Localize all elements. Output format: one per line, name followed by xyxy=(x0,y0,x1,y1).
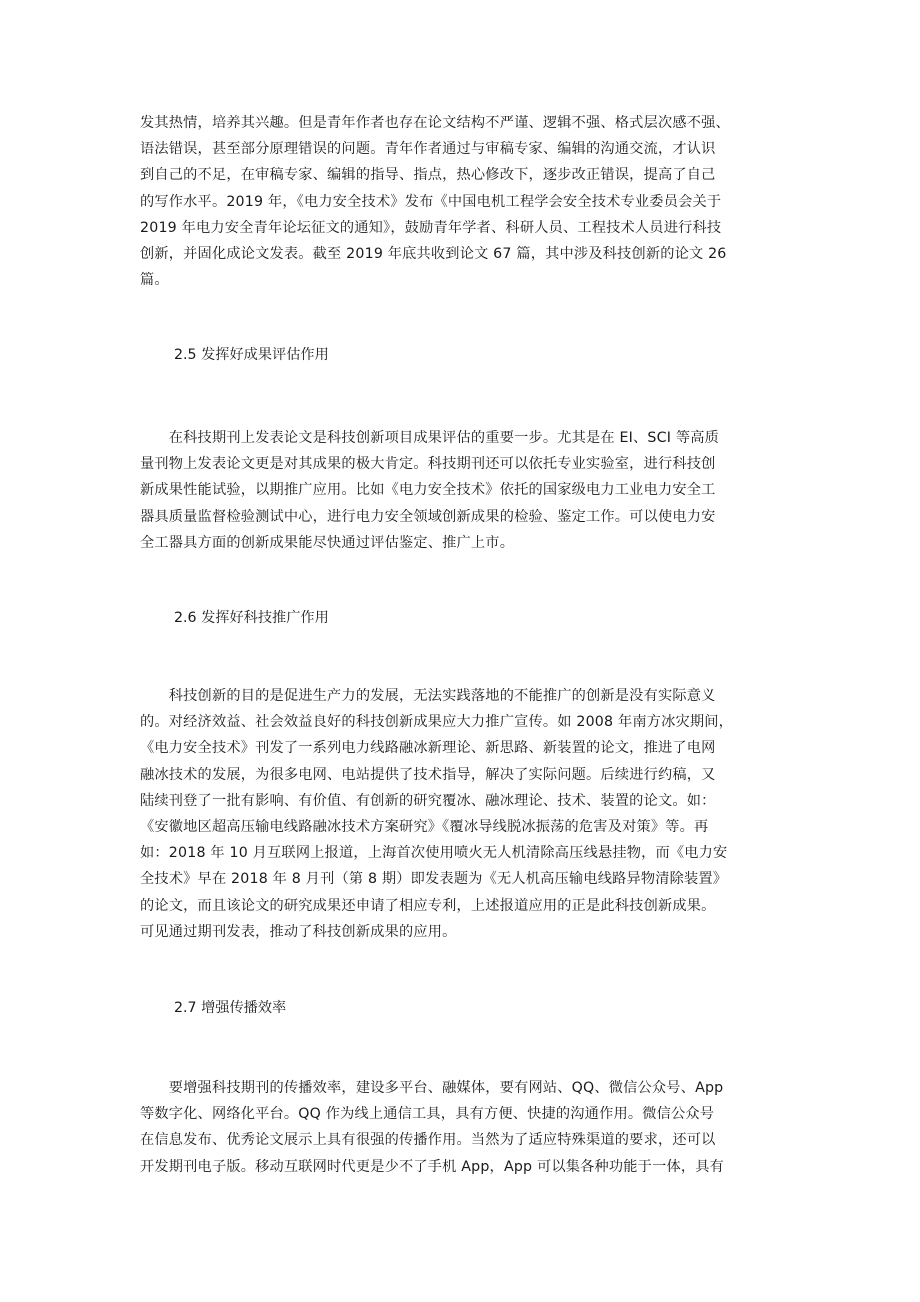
paragraph-youth-authors xyxy=(140,110,790,293)
text-line: 创新，并固化成论文发表。截至 2019 年底共收到论文 67 篇，其中涉及科技创新的论文 26 xyxy=(140,246,727,263)
text-line: 的写作水平。2019 年，《电力安全技术》发布《中国电机工程学会安全技术专业委员会关于 xyxy=(140,193,722,210)
paragraph-technology-promotion xyxy=(140,683,790,945)
text-line: 量刊物上发表论文更是对其成果的极大肯定。科技期刊还可以依托专业实验室，进行科技创 xyxy=(140,456,716,473)
text-line: 在科技期刊上发表论文是科技创新项目成果评估的重要一步。尤其是在 EI、SCI 等高质 xyxy=(140,430,720,446)
text-line: 如：2018 年 10 月互联网上报道，上海首次使用喷火无人机清除高压线悬挂物，而《电力安 xyxy=(140,845,728,862)
text-line: 语法错误，甚至部分原理错误的问题。青年作者通过与审稿专家、编辑的沟通交流，才认识 xyxy=(140,141,716,158)
section-heading-2-6: 2.6 发挥好科技推广作用 xyxy=(174,610,329,626)
text-line: 陆续刊登了一批有影响、有价值、有创新的研究覆冰、融冰理论、技术、装置的论文。如： xyxy=(140,792,716,809)
text-line: 的论文，而且该论文的研究成果还申请了相应专利，上述报道应用的正是此科技创新成果。 xyxy=(140,897,716,914)
text-line: 到自己的不足，在审稿专家、编辑的指导、指点，热心修改下，逐步改正错误，提高了自己 xyxy=(140,167,716,184)
text-line: 科技创新的目的是促进生产力的发展，无法实践落地的不能推广的创新是没有实际意义 xyxy=(140,688,716,704)
section-heading-2-5: 2.5 发挥好成果评估作用 xyxy=(174,347,329,363)
text-line: 2019 年电力安全青年论坛征文的通知》，鼓励青年学者、科研人员、工程技术人员进行科技 xyxy=(140,219,722,236)
text-line: 开发期刊电子版。移动互联网时代更是少不了手机 App，App 可以集各种功能于一体，具有 xyxy=(140,1158,725,1175)
text-line: 要增强科技期刊的传播效率，建设多平台、融媒体，要有网站、QQ、微信公众号、App xyxy=(140,1080,724,1096)
paragraph-dissemination-efficiency xyxy=(140,1075,790,1180)
text-line: 全工器具方面的创新成果能尽快通过评估鉴定、推广上市。 xyxy=(140,534,515,551)
text-line: 新成果性能试验，以期推广应用。比如《电力安全技术》依托的国家级电力工业电力安全工 xyxy=(140,482,716,499)
text-line: 全技术》早在 2018 年 8 月刊（第 8 期）即发表题为《无人机高压输电线路异物清除装置》 xyxy=(140,871,728,888)
text-line: 《电力安全技术》刊发了一系列电力线路融冰新理论、新思路、新装置的论文，推进了电网 xyxy=(140,740,716,757)
section-heading-2-7: 2.7 增强传播效率 xyxy=(174,1000,287,1016)
text-line: 可见通过期刊发表，推动了科技创新成果的应用。 xyxy=(140,923,457,940)
paragraph-results-evaluation xyxy=(140,425,790,556)
text-line: 发其热情，培养其兴趣。但是青年作者也存在论文结构不严谨、逻辑不强、格式层次感不强、 xyxy=(140,115,730,131)
text-line: 篇。 xyxy=(140,272,169,289)
text-line: 的。对经济效益、社会效益良好的科技创新成果应大力推广宣传。如 2008 年南方冰灾期间， xyxy=(140,714,734,731)
text-line: 《安徽地区超高压输电线路融冰技术方案研究》《覆冰导线脱冰振荡的危害及对策》等。再 xyxy=(140,819,709,836)
text-line: 在信息发布、优秀论文展示上具有很强的传播作用。当然为了适应特殊渠道的要求，还可以 xyxy=(140,1132,716,1149)
text-line: 器具质量监督检验测试中心，进行电力安全领域创新成果的检验、鉴定工作。可以使电力安 xyxy=(140,508,716,525)
text-line: 融冰技术的发展，为很多电网、电站提供了技术指导，解决了实际问题。后续进行约稿，又 xyxy=(140,766,716,783)
text-line: 等数字化、网络化平台。QQ 作为线上通信工具，具有方便、快捷的沟通作用。微信公众号 xyxy=(140,1106,715,1123)
